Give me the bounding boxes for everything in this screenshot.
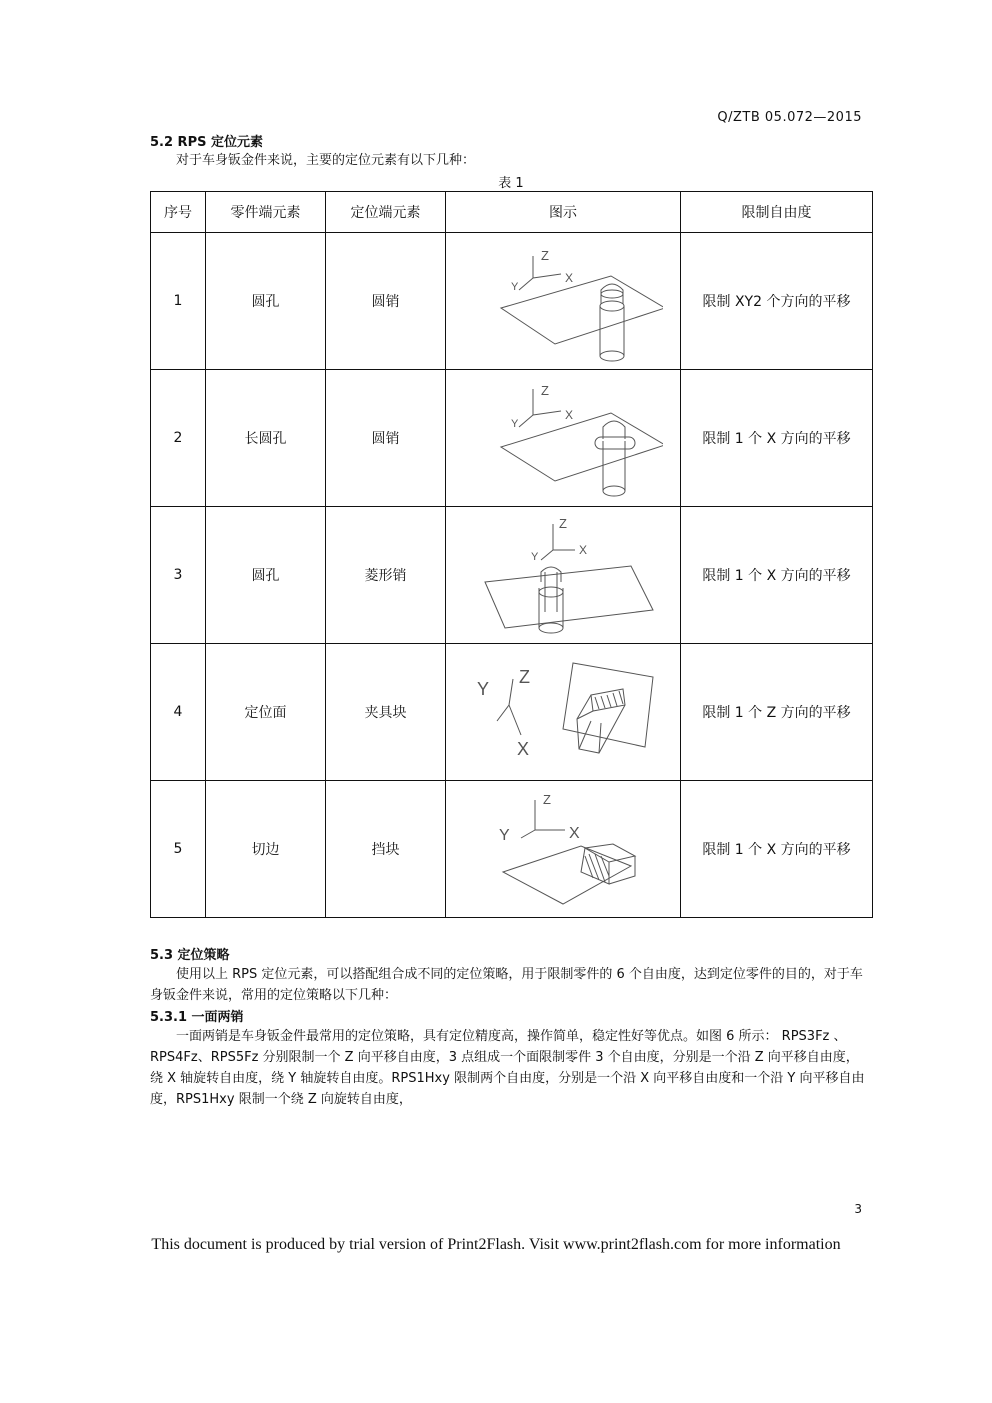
svg-text:Y: Y xyxy=(511,418,519,430)
row-no: 2 xyxy=(151,370,206,507)
svg-text:Y: Y xyxy=(499,827,510,844)
section-5-2-title: 5.2 RPS 定位元素 xyxy=(150,135,263,150)
document-code: Q/ZTB 05.072—2015 xyxy=(717,110,862,125)
header-limited-dof: 限制自由度 xyxy=(681,192,873,233)
row-locator-element: 挡块 xyxy=(326,781,446,918)
diamond-pin-in-hole-figure xyxy=(463,512,663,638)
row-part-element: 定位面 xyxy=(206,644,326,781)
table-row xyxy=(151,370,873,507)
axis-triad-icon xyxy=(477,667,530,759)
row-part-element: 切边 xyxy=(206,781,326,918)
axis-triad-icon xyxy=(531,516,587,563)
svg-text:X: X xyxy=(565,408,574,422)
row-no: 1 xyxy=(151,233,206,370)
round-pin-in-slot-figure xyxy=(463,375,663,501)
section-5-3-1-body: 一面两销是车身钣金件最常用的定位策略，具有定位精度高，操作简单，稳定性好等优点。如图 6 所示： RPS3Fz 、RPS4Fz、RPS5Fz 分别限制一个 Z 向平移自由度，3 点组成一个面限制零件 3 个自由度，分别是一个沿 Z 向平移自由度，绕 X 轴旋转自由度，绕 Y 轴旋转自由度。RPS1Hxy 限制两个自由度，分别是一个沿 X 向平移自由度和一个沿 Y 向平移自由度，RPS1Hxy 限制一个绕 Z 向旋转自由度， xyxy=(150,1029,865,1107)
header-locator-element: 定位端元素 xyxy=(326,192,446,233)
row-locator-element: 菱形销 xyxy=(326,507,446,644)
row-part-element: 圆孔 xyxy=(206,233,326,370)
svg-text:Z: Z xyxy=(519,667,530,687)
round-pin-in-hole-figure xyxy=(463,238,663,364)
row-figure xyxy=(446,370,681,507)
axis-triad-icon xyxy=(511,248,573,293)
table-row xyxy=(151,644,873,781)
axis-triad-icon xyxy=(499,792,580,844)
row-limited-dof: 限制 1 个 X 方向的平移 xyxy=(681,781,873,918)
stop-block-figure xyxy=(463,786,663,912)
row-limited-dof: 限制 XY2 个方向的平移 xyxy=(681,233,873,370)
row-no: 4 xyxy=(151,644,206,781)
row-no: 5 xyxy=(151,781,206,918)
row-locator-element: 圆销 xyxy=(326,370,446,507)
svg-text:Y: Y xyxy=(477,679,490,699)
table-caption: 表 1 xyxy=(498,176,524,191)
clamp-block-figure xyxy=(463,649,663,775)
row-part-element: 长圆孔 xyxy=(206,370,326,507)
svg-text:X: X xyxy=(569,825,580,842)
row-limited-dof: 限制 1 个 Z 方向的平移 xyxy=(681,644,873,781)
row-locator-element: 夹具块 xyxy=(326,644,446,781)
section-5-3-title: 5.3 定位策略 xyxy=(150,948,230,963)
svg-text:Z: Z xyxy=(559,516,567,531)
section-5-3-1-title: 5.3.1 一面两销 xyxy=(150,1010,244,1025)
svg-text:Z: Z xyxy=(543,792,551,807)
section-5-2-intro: 对于车身钣金件来说，主要的定位元素有以下几种： xyxy=(176,153,476,168)
row-figure xyxy=(446,781,681,918)
table-row xyxy=(151,233,873,370)
row-figure xyxy=(446,507,681,644)
table-header-row xyxy=(151,192,873,233)
row-limited-dof: 限制 1 个 X 方向的平移 xyxy=(681,370,873,507)
row-limited-dof: 限制 1 个 X 方向的平移 xyxy=(681,507,873,644)
svg-text:Y: Y xyxy=(511,281,519,293)
row-locator-element: 圆销 xyxy=(326,233,446,370)
header-part-element: 零件端元素 xyxy=(206,192,326,233)
table-row xyxy=(151,781,873,918)
rps-element-table xyxy=(150,191,873,918)
svg-text:Y: Y xyxy=(531,551,539,563)
axis-triad-icon xyxy=(511,383,573,430)
svg-text:X: X xyxy=(565,271,574,285)
svg-text:Z: Z xyxy=(541,248,549,263)
svg-text:X: X xyxy=(579,543,588,557)
trial-version-footer: This document is produced by trial version of Print2Flash. Visit www.print2flash.com for more information xyxy=(151,1236,841,1253)
section-5-3-body: 使用以上 RPS 定位元素，可以搭配组合成不同的定位策略，用于限制零件的 6 个自由度，达到定位零件的目的，对于车身钣金件来说，常用的定位策略以下几种： xyxy=(150,967,863,1003)
table-row xyxy=(151,507,873,644)
row-figure xyxy=(446,644,681,781)
header-figure: 图示 xyxy=(446,192,681,233)
row-figure xyxy=(446,233,681,370)
svg-text:X: X xyxy=(517,739,530,759)
row-no: 3 xyxy=(151,507,206,644)
header-no: 序号 xyxy=(151,192,206,233)
row-part-element: 圆孔 xyxy=(206,507,326,644)
page-number: 3 xyxy=(854,1202,862,1216)
svg-text:Z: Z xyxy=(541,383,549,398)
